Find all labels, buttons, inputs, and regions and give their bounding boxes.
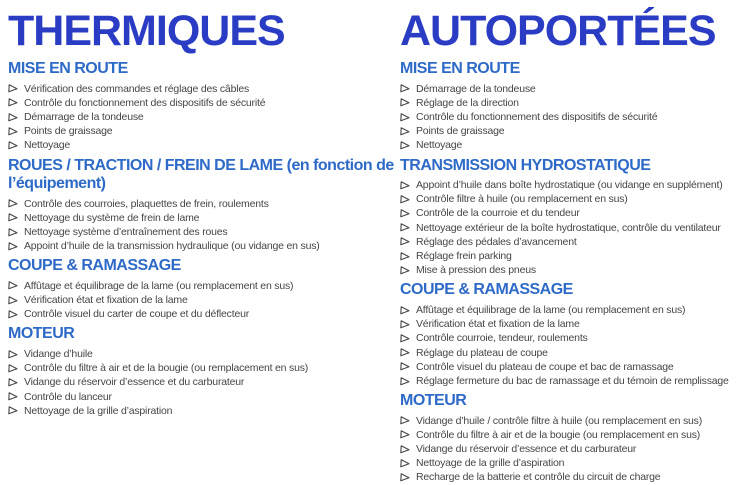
list-item-text: Nettoyage système d’entraînement des roues [24,225,228,238]
list-item [8,211,400,225]
list-item [400,178,744,192]
list-item [400,470,744,484]
list-item-text: Points de graissage [24,125,113,138]
list-item [8,279,400,293]
list-item [8,390,400,404]
list-item [8,347,400,361]
list-item [400,110,744,124]
list-item-text: Démarrage de la tondeuse [24,110,144,123]
list-item-text: Mise à pression des pneus [416,264,536,277]
list-item-text: Points de graissage [416,125,505,138]
section-item-list [400,303,744,388]
list-item [8,375,400,389]
arrow-bullet-icon [400,459,410,469]
page-title-autoportees: AUTOPORTÉES [400,7,716,55]
arrow-bullet-icon [8,378,18,388]
section-item-list [400,414,744,485]
arrow-bullet-icon [8,406,18,416]
column-autoportees [400,6,744,485]
arrow-bullet-icon [400,126,410,136]
arrow-bullet-icon [400,237,410,247]
list-item [8,82,400,96]
arrow-bullet-icon [400,112,410,122]
arrow-bullet-icon [8,98,18,108]
arrow-bullet-icon [400,266,410,276]
arrow-bullet-icon [400,195,410,205]
arrow-bullet-icon [8,392,18,402]
list-item-text: Vidange du réservoir d’essence et du carburateur [24,376,245,389]
list-item-text: Vérification état et fixation de la lame [416,318,580,331]
list-item [400,428,744,442]
list-item [400,221,744,235]
list-item [400,192,744,206]
arrow-bullet-icon [400,416,410,426]
arrow-bullet-icon [8,141,18,151]
arrow-bullet-icon [8,241,18,251]
list-item-text: Contrôle du filtre à air et de la bougie (ou remplacement en sus) [24,362,309,375]
list-item [8,124,400,138]
section-item-list [8,347,400,418]
arrow-bullet-icon [8,126,18,136]
list-item [8,361,400,375]
list-item [400,331,744,345]
list-item [400,96,744,110]
arrow-bullet-icon [400,251,410,261]
page-title-thermiques: THERMIQUES [8,7,285,55]
list-item [400,303,744,317]
list-item [400,374,744,388]
arrow-bullet-icon [8,310,18,320]
list-item-text: Appoint d’huile dans boîte hydrostatique (ou vidange en supplément) [416,179,723,192]
list-item-text: Contrôle du fonctionnement des dispositifs de sécurité [416,110,658,123]
section-item-list [400,82,744,153]
list-item-text: Nettoyage de la grille d’aspiration [24,404,173,417]
column-thermiques [8,6,400,485]
arrow-bullet-icon [8,227,18,237]
list-item-text: Appoint d’huile de la transmission hydraulique (ou vidange en sus) [24,240,320,253]
list-item-text: Vidange du réservoir d’essence et du carburateur [416,443,637,456]
list-item [400,456,744,470]
list-item [400,360,744,374]
list-item-text: Recharge de la batterie et contrôle du circuit de charge [416,471,661,484]
arrow-bullet-icon [400,223,410,233]
section-heading: MISE EN ROUTE [400,60,520,77]
list-item-text: Réglage du plateau de coupe [416,346,548,359]
list-item-text: Vidange d’huile [24,347,93,360]
list-item-text: Vidange d’huile / contrôle filtre à huile (ou remplacement en sus) [416,414,703,427]
arrow-bullet-icon [8,84,18,94]
section-heading: MOTEUR [8,325,75,343]
list-item [8,307,400,321]
list-item-text: Contrôle courroie, tendeur, roulements [416,332,588,345]
list-item-text: Réglage des pédales d’avancement [416,235,577,248]
section-heading: TRANSMISSION HYDROSTATIQUE [400,156,651,174]
list-item [8,404,400,418]
section-item-list [400,178,744,277]
arrow-bullet-icon [8,363,18,373]
list-item-text: Nettoyage du système de frein de lame [24,211,200,224]
list-item [400,249,744,263]
arrow-bullet-icon [400,376,410,386]
list-item [8,96,400,110]
arrow-bullet-icon [8,295,18,305]
list-item [8,225,400,239]
section-item-list [8,197,400,254]
list-item [400,346,744,360]
arrow-bullet-icon [8,349,18,359]
arrow-bullet-icon [400,430,410,440]
list-item-text: Nettoyage [24,139,71,152]
section-heading: COUPE & RAMASSAGE [8,257,181,275]
list-item [400,414,744,428]
section-heading: COUPE & RAMASSAGE [400,281,573,299]
list-item-text: Contrôle du filtre à air et de la bougie (ou remplacement en sus) [416,428,701,441]
list-item [8,110,400,124]
list-item [400,124,744,138]
list-item [400,82,744,96]
arrow-bullet-icon [400,305,410,315]
list-item-text: Réglage fermeture du bac de ramassage et du témoin de remplissage [416,374,729,387]
arrow-bullet-icon [8,112,18,122]
arrow-bullet-icon [400,362,410,372]
list-item-text: Nettoyage de la grille d’aspiration [416,457,565,470]
list-item [400,235,744,249]
list-item [400,442,744,456]
arrow-bullet-icon [400,180,410,190]
list-item [8,138,400,152]
list-item-text: Contrôle visuel du carter de coupe et du déflecteur [24,308,250,321]
list-item-text: Affûtage et équilibrage de la lame (ou remplacement en sus) [24,279,294,292]
list-item-text: Contrôle filtre à huile (ou remplacement en sus) [416,193,628,206]
section-heading: MISE EN ROUTE [8,60,128,77]
section-item-list [8,82,400,153]
list-item [8,293,400,307]
arrow-bullet-icon [8,213,18,223]
list-item [400,263,744,277]
list-item [8,197,400,211]
list-item-text: Affûtage et équilibrage de la lame (ou remplacement en sus) [416,303,686,316]
section-heading: ROUES / TRACTION / FREIN DE LAME (en fonction de l’équipement) [8,156,394,193]
list-item-text: Contrôle de la courroie et du tendeur [416,207,580,220]
list-item [400,317,744,331]
list-item-text: Réglage frein parking [416,250,512,263]
arrow-bullet-icon [400,444,410,454]
list-item-text: Réglage de la direction [416,96,519,109]
arrow-bullet-icon [400,209,410,219]
arrow-bullet-icon [400,348,410,358]
list-item-text: Vérification état et fixation de la lame [24,294,188,307]
list-item [8,239,400,253]
arrow-bullet-icon [8,281,18,291]
arrow-bullet-icon [400,334,410,344]
list-item-text: Contrôle du fonctionnement des dispositifs de sécurité [24,96,266,109]
arrow-bullet-icon [400,141,410,151]
list-item [400,138,744,152]
section-item-list [8,279,400,322]
list-item-text: Contrôle visuel du plateau de coupe et bac de ramassage [416,360,674,373]
arrow-bullet-icon [8,199,18,209]
section-heading: MOTEUR [400,392,467,410]
list-item-text: Démarrage de la tondeuse [416,82,536,95]
list-item-text: Nettoyage extérieur de la boîte hydrostatique, contrôle du ventilateur [416,221,721,234]
arrow-bullet-icon [400,98,410,108]
list-item-text: Contrôle du lanceur [24,390,112,403]
arrow-bullet-icon [400,84,410,94]
arrow-bullet-icon [400,319,410,329]
arrow-bullet-icon [400,473,410,483]
list-item [400,206,744,220]
list-item-text: Nettoyage [416,139,463,152]
list-item-text: Vérification des commandes et réglage des câbles [24,82,250,95]
list-item-text: Contrôle des courroies, plaquettes de frein, roulements [24,197,269,210]
